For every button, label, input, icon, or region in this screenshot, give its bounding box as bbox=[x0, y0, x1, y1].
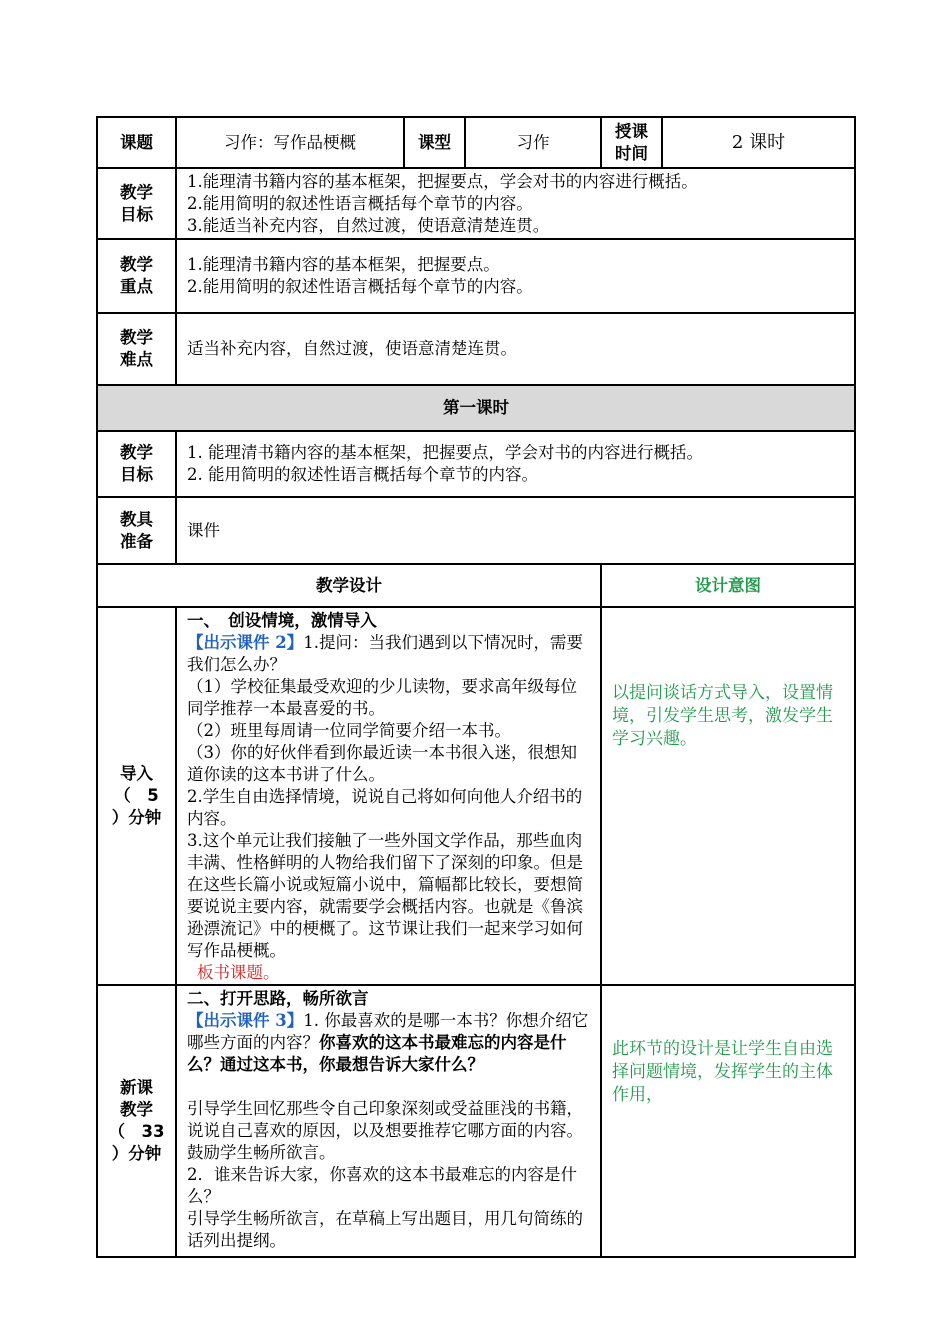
difficulty-content: 适当补充内容，自然过渡，使语意清楚连贯。 bbox=[176, 313, 855, 385]
intro-label-line3: ）分钟 bbox=[111, 808, 162, 827]
lesson1-goals-label-line1: 教学 bbox=[120, 443, 153, 462]
new-lesson-p1-bold: 你喜欢的这本书最难忘的内容是什么？通过这本书，你最想告诉大家什么？ bbox=[187, 1033, 567, 1074]
intro-board-note: 板书课题。 bbox=[197, 963, 280, 982]
difficulty-row bbox=[97, 313, 855, 385]
goal-item: 1.能理清书籍内容的基本框架，把握要点，学会对书的内容进行概括。 bbox=[187, 171, 698, 191]
new-lesson-label-line3: （ 33 bbox=[108, 1122, 165, 1141]
goals-label bbox=[97, 168, 176, 239]
design-header: 教学设计 bbox=[97, 564, 601, 607]
lesson1-title-row bbox=[97, 385, 855, 431]
tools-label-line2: 准备 bbox=[120, 531, 153, 551]
topic-label: 课题 bbox=[97, 117, 176, 168]
design-header-row bbox=[97, 564, 855, 607]
new-lesson-intent: 此环节的设计是让学生自由选择问题情境，发挥学生的主体作用， bbox=[601, 985, 855, 1257]
goals-label-line1: 教学 bbox=[120, 182, 153, 202]
keypoints-label-line2: 重点 bbox=[120, 277, 153, 296]
new-lesson-para-3: 2．谁来告诉大家，你喜欢的这本书最难忘的内容是什么？ bbox=[187, 1165, 577, 1206]
difficulty-label-line1: 教学 bbox=[120, 328, 153, 347]
new-lesson-content bbox=[176, 985, 601, 1257]
intro-row bbox=[97, 607, 855, 985]
tools-content: 课件 bbox=[176, 497, 855, 564]
time-label-line1: 授课 bbox=[615, 121, 648, 141]
intro-label-line2: （ 5 bbox=[114, 786, 159, 805]
goals-row bbox=[97, 168, 855, 239]
topic-value: 习作：写作品梗概 bbox=[176, 117, 404, 168]
difficulty-label-line2: 难点 bbox=[120, 350, 153, 369]
lesson1-goal-item: 2. 能用简明的叙述性语言概括每个章节的内容。 bbox=[187, 465, 538, 484]
intro-p1-text: 1.提问：当我们遇到以下情况时，需要我们怎么办？ bbox=[187, 633, 583, 674]
tools-label-line1: 教具 bbox=[120, 509, 153, 529]
keypoints-label-line1: 教学 bbox=[120, 255, 153, 274]
difficulty-label bbox=[97, 313, 176, 385]
tools-row bbox=[97, 497, 855, 564]
new-lesson-label-line4: ）分钟 bbox=[111, 1144, 162, 1163]
intro-intent: 以提问谈话方式导入，设置情境，引发学生思考，激发学生学习兴趣。 bbox=[601, 607, 855, 985]
new-lesson-para-1 bbox=[187, 1010, 592, 1076]
goal-item: 3.能适当补充内容，自然过渡，使语意清楚连贯。 bbox=[187, 215, 550, 235]
intro-para-3: （2）班里每周请一位同学简要介绍一本书。 bbox=[187, 721, 511, 740]
header-row bbox=[97, 117, 855, 168]
new-lesson-para-4: 引导学生畅所欲言，在草稿上写出题目，用几句简练的话列出提纲。 bbox=[187, 1209, 583, 1250]
intro-label-line1: 导入 bbox=[120, 764, 153, 783]
intro-para-1 bbox=[187, 633, 583, 674]
intent-header: 设计意图 bbox=[601, 564, 855, 607]
keypoints-label bbox=[97, 239, 176, 313]
keypoints-row bbox=[97, 239, 855, 313]
tools-label bbox=[97, 497, 176, 564]
new-lesson-label-line2: 教学 bbox=[120, 1100, 153, 1119]
intro-para-5: 2.学生自由选择情境，说说自己将如何向他人介绍书的内容。 bbox=[187, 787, 583, 828]
intro-label bbox=[97, 607, 176, 985]
goals-label-line2: 目标 bbox=[120, 204, 153, 224]
lesson-plan-table bbox=[96, 116, 856, 1258]
type-label: 课型 bbox=[404, 117, 465, 168]
intro-para-4: （3）你的好伙伴看到你最近读一本书很入迷，很想知道你读的这本书讲了什么。 bbox=[187, 743, 577, 784]
intro-cue: 【出示课件 2】 bbox=[187, 633, 304, 652]
blank-line bbox=[187, 1076, 592, 1098]
lesson1-title: 第一课时 bbox=[97, 385, 855, 431]
keypoint-item: 1.能理清书籍内容的基本框架，把握要点。 bbox=[187, 255, 500, 274]
intro-para-6: 3.这个单元让我们接触了一些外国文学作品，那些血肉丰满、性格鲜明的人物给我们留下了深刻的印象。但是在这些长篇小说或短篇小说中，篇幅都比较长，要想简要说说主要内容，就需要学会概括内容。也就是《鲁滨逊漂流记》中的梗概了。这节课让我们一起来学习如何写作品梗概。 bbox=[187, 831, 583, 960]
new-lesson-cue: 【出示课件 3】 bbox=[187, 1011, 304, 1030]
time-value: 2 课时 bbox=[662, 117, 855, 168]
lesson1-goals-content bbox=[176, 431, 855, 497]
keypoints-content bbox=[176, 239, 855, 313]
new-lesson-label-line1: 新课 bbox=[120, 1078, 153, 1097]
intro-content bbox=[176, 607, 601, 985]
new-lesson-para-2: 引导学生回忆那些令自己印象深刻或受益匪浅的书籍，说说自己喜欢的原因，以及想要推荐它哪方面的内容。鼓励学生畅所欲言。 bbox=[187, 1099, 583, 1162]
time-label-line2: 时间 bbox=[615, 143, 648, 163]
time-label bbox=[601, 117, 662, 168]
intro-heading: 一、 创设情境，激情导入 bbox=[187, 611, 377, 630]
lesson1-goal-item: 1. 能理清书籍内容的基本框架，把握要点，学会对书的内容进行概括。 bbox=[187, 443, 703, 462]
lesson1-goals-row bbox=[97, 431, 855, 497]
new-lesson-heading: 二、打开思路，畅所欲言 bbox=[187, 989, 369, 1008]
lesson1-goals-label-line2: 目标 bbox=[120, 465, 153, 484]
new-lesson-p1-text: 1. 你最喜欢的是哪一本书？你想介绍它哪些方面的内容？ bbox=[187, 1011, 589, 1052]
goal-item: 2.能用简明的叙述性语言概括每个章节的内容。 bbox=[187, 193, 533, 213]
intro-para-2: （1）学校征集最受欢迎的少儿读物，要求高年级每位同学推荐一本最喜爱的书。 bbox=[187, 677, 577, 718]
type-value: 习作 bbox=[465, 117, 601, 168]
goals-content bbox=[176, 168, 855, 239]
new-lesson-row bbox=[97, 985, 855, 1257]
keypoint-item: 2.能用简明的叙述性语言概括每个章节的内容。 bbox=[187, 277, 533, 296]
lesson1-goals-label bbox=[97, 431, 176, 497]
new-lesson-label bbox=[97, 985, 176, 1257]
